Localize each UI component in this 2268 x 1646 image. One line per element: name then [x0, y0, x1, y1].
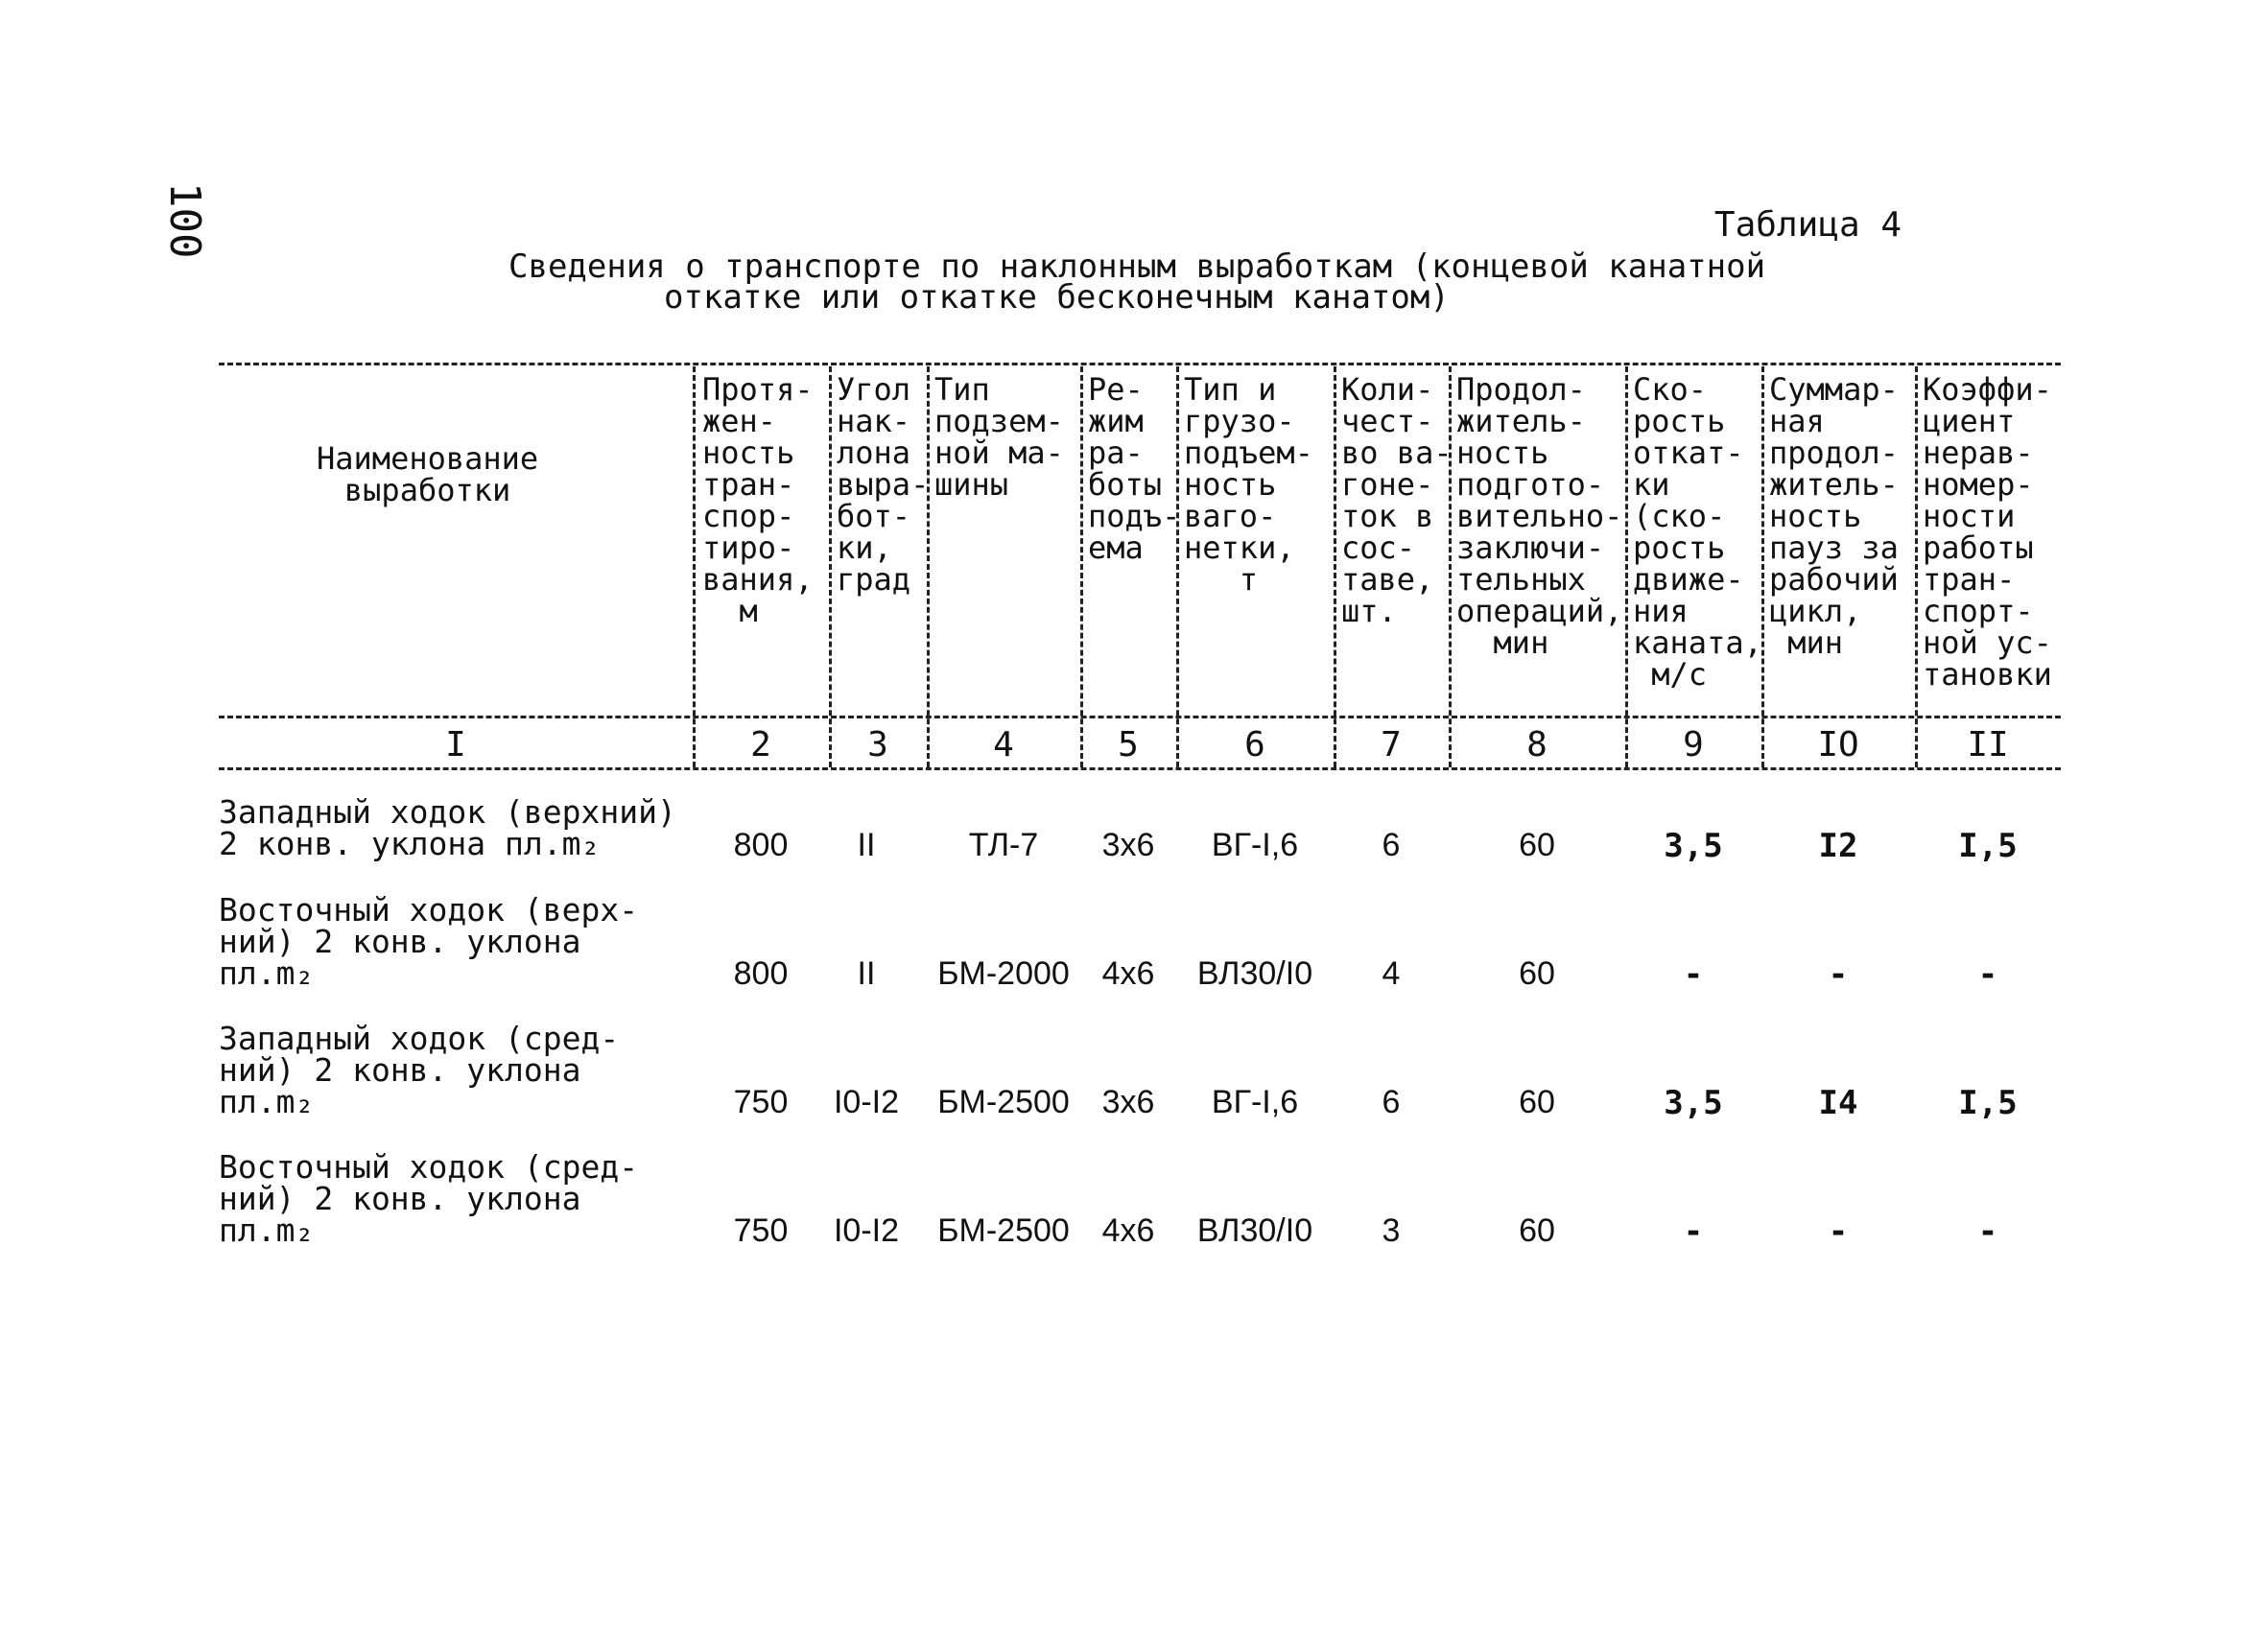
number-row-rule	[219, 767, 2061, 770]
cell-pauses: I2	[1818, 827, 1858, 865]
cell-pauses: -	[1828, 955, 1849, 994]
page-number: 100	[160, 182, 209, 259]
row-name: Восточный ходок (сред- ний) 2 конв. уклона пл.m₂	[219, 1148, 639, 1249]
header-name: Наименование выработки	[317, 440, 539, 508]
row-name: Западный ходок (верхний) 2 конв. уклона пл.m₂	[219, 793, 676, 862]
header-speed: Ско- рость откат- ки (ско- рость движе- ния каната, м/с	[1633, 371, 1762, 693]
column-number: 4	[993, 725, 1014, 764]
header-bottom-rule	[219, 716, 2061, 718]
cell-speed: 3,5	[1664, 1084, 1723, 1122]
cell-duration: 60	[1519, 827, 1555, 863]
column-number: IO	[1817, 725, 1859, 764]
column-divider	[1625, 366, 1628, 767]
cell-angle: II	[857, 827, 876, 863]
cell-speed: -	[1683, 1212, 1704, 1251]
cell-mode: 4х6	[1101, 955, 1155, 992]
header-mode: Ре- жим ра- боты подъ- ема	[1088, 371, 1181, 566]
cell-duration: 60	[1519, 1084, 1555, 1120]
cell-mode: 3х6	[1101, 827, 1155, 863]
header-length: Протя- жен- ность тран- спор- тиро- вания, м	[702, 371, 814, 629]
column-number: 9	[1683, 725, 1704, 764]
column-number: 7	[1381, 725, 1402, 764]
header-wagon-count: Коли- чест- во ва- гоне- ток в сос- таве, шт.	[1341, 371, 1453, 629]
table-top-rule	[219, 363, 2061, 365]
column-number: 3	[867, 725, 888, 764]
cell-machine: БМ-2500	[937, 1212, 1070, 1249]
cell-length: 750	[733, 1084, 789, 1120]
cell-pauses: I4	[1818, 1084, 1858, 1122]
table-title	[508, 247, 1766, 317]
cell-angle: I0-I2	[833, 1084, 900, 1120]
cell-wagon: ВГ-I,6	[1211, 1084, 1299, 1120]
cell-speed: 3,5	[1664, 827, 1723, 865]
cell-pauses: -	[1828, 1212, 1849, 1251]
cell-count: 4	[1382, 955, 1401, 992]
column-divider	[1334, 366, 1336, 767]
cell-machine: ТЛ-7	[968, 827, 1039, 863]
cell-machine: БМ-2000	[937, 955, 1070, 992]
column-number: 2	[750, 725, 771, 764]
row-name: Восточный ходок (верх- ний) 2 конв. уклона пл.m₂	[219, 891, 639, 992]
cell-angle: II	[857, 955, 876, 992]
title-line-1: Сведения о транспорте по наклонным выработкам (концевой канатной	[508, 247, 1766, 286]
column-divider	[693, 366, 696, 767]
cell-wagon: ВЛ30/I0	[1196, 955, 1313, 992]
header-coefficient: Коэффи- циент нерав- номер- ности работы тран- спорт- ной ус- тановки	[1923, 371, 2052, 693]
cell-speed: -	[1683, 955, 1704, 994]
cell-coefficient: -	[1977, 955, 1998, 994]
table-label: Таблица 4	[1713, 205, 1902, 245]
cell-count: 3	[1382, 1212, 1401, 1249]
column-number: 5	[1118, 725, 1139, 764]
column-divider	[1080, 366, 1083, 767]
cell-duration: 60	[1519, 955, 1555, 992]
cell-coefficient: I,5	[1958, 827, 2018, 865]
cell-wagon: ВГ-I,6	[1211, 827, 1299, 863]
cell-machine: БМ-2500	[937, 1084, 1070, 1120]
cell-duration: 60	[1519, 1212, 1555, 1249]
cell-count: 6	[1382, 1084, 1401, 1120]
column-divider	[829, 366, 832, 767]
cell-mode: 3х6	[1101, 1084, 1155, 1120]
cell-wagon: ВЛ30/I0	[1196, 1212, 1313, 1249]
cell-length: 750	[733, 1212, 789, 1249]
column-number: I	[445, 725, 466, 764]
header-wagon-type: Тип и грузо- подъем- ность ваго- нетки, т	[1184, 371, 1313, 598]
column-number: 6	[1244, 725, 1265, 764]
header-angle: Угол нак- лона выра- бот- ки, град	[837, 371, 930, 598]
column-divider	[1915, 366, 1918, 767]
column-number: II	[1967, 725, 2009, 764]
header-machine-type: Тип подзем- ной ма- шины	[934, 371, 1064, 503]
cell-coefficient: I,5	[1958, 1084, 2018, 1122]
column-number: 8	[1526, 725, 1547, 764]
cell-angle: I0-I2	[833, 1212, 900, 1249]
cell-coefficient: -	[1977, 1212, 1998, 1251]
row-name: Западный ходок (сред- ний) 2 конв. уклона пл.m₂	[219, 1020, 620, 1120]
header-duration: Продол- житель- ность подгото- вительно- заключи- тельных операций, мин	[1456, 371, 1623, 661]
header-pauses: Суммар- ная продол- житель- ность пауз за рабочий цикл, мин	[1769, 371, 1899, 661]
cell-mode: 4х6	[1101, 1212, 1155, 1249]
cell-length: 800	[733, 827, 789, 863]
title-line-2: откатке или откатке бесконечным канатом)	[664, 278, 1450, 317]
cell-count: 6	[1382, 827, 1401, 863]
cell-length: 800	[733, 955, 789, 992]
